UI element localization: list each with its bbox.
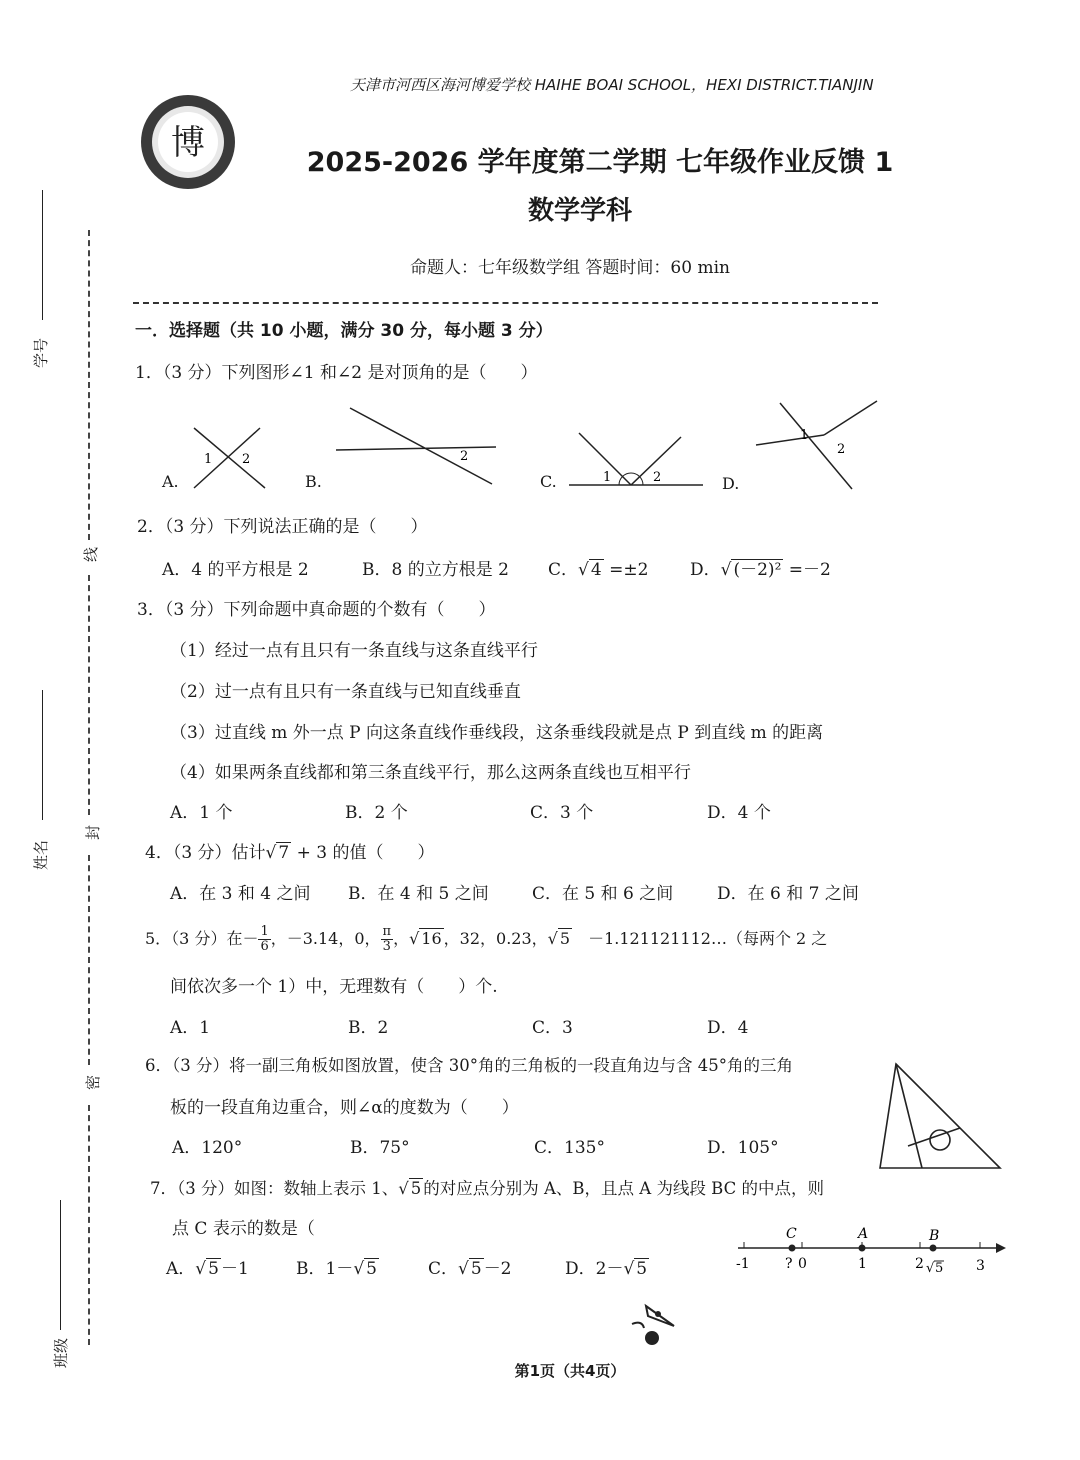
- q3-option-d: D．4 个: [707, 803, 771, 823]
- q3-item-1: （1）经过一点有且只有一条直线与这条直线平行: [170, 641, 538, 661]
- q4-option-d: D．在 6 和 7 之间: [717, 884, 859, 904]
- exam-title: 2025-2026 学年度第二学期 七年级作业反馈 1: [306, 147, 894, 178]
- q7-stem: 7．（3 分）如图：数轴上表示 1、√ 5 的对应点分别为 A、B，且点 A 为线段 BC 的中点，则: [150, 1179, 824, 1198]
- q3-item-2: （2）过一点有且只有一条直线与已知直线垂直: [170, 682, 521, 702]
- tick-sqrt5: 5: [935, 1261, 944, 1276]
- q7-stem-line2: 点 C 表示的数是（: [172, 1219, 315, 1239]
- q1-option-c: C.: [540, 472, 557, 491]
- q5-option-c: C．3: [532, 1018, 573, 1038]
- svg-text:1: 1: [800, 428, 809, 443]
- q2-option-a: A．4 的平方根是 2: [162, 560, 309, 580]
- q2-option-c: C．√ 4 =±2: [548, 560, 649, 580]
- class-label: 班级: [52, 1337, 70, 1368]
- q4-option-b: B．在 4 和 5 之间: [348, 884, 489, 904]
- tick-question: ?: [785, 1256, 793, 1272]
- q6-triangle-figure: [876, 1058, 1006, 1173]
- q6-option-a: A．120°: [172, 1138, 243, 1158]
- student-id-line: [42, 190, 43, 320]
- binding-dash-1: [88, 230, 90, 540]
- q6-stem-line2: 板的一段直角边重合，则∠α的度数为（ ）: [170, 1098, 519, 1118]
- q1-option-b: B.: [305, 472, 322, 491]
- name-line: [42, 690, 43, 820]
- q5-option-d: D．4: [707, 1018, 749, 1038]
- svg-text:2: 2: [837, 442, 846, 457]
- q4-option-a: A．在 3 和 4 之间: [170, 884, 311, 904]
- logo-character: 博: [171, 123, 205, 163]
- q5-stem: 5．（3 分）在－ $\frac{1}{6}$ ，－3.14，0， $\frac{\pi}{3}$ ，√ 16 ，32，0.23，√ 5 －1.121121112…（每两个 2 之: [145, 924, 828, 954]
- svg-text:2: 2: [242, 452, 251, 467]
- number-line-arrow: [996, 1243, 1006, 1253]
- tick-sqrt5-sign: √: [926, 1261, 935, 1276]
- point-b-label: B: [929, 1228, 940, 1244]
- q1-figure-d: [752, 395, 882, 495]
- binding-dash-4: [88, 1105, 90, 1345]
- q2-option-d: D．√ (－2)² =－2: [690, 560, 831, 580]
- q1-figure-c: [565, 425, 710, 493]
- name-label: 姓名: [32, 839, 50, 870]
- svg-text:2: 2: [460, 449, 469, 464]
- q6-stem: 6．（3 分）将一副三角板如图放置，使含 30°角的三角板的一段直角边与含 45°角的三角: [145, 1056, 793, 1075]
- svg-text:1: 1: [204, 452, 213, 467]
- point-c-label: C: [786, 1226, 797, 1242]
- q3-item-4: （4）如果两条直线都和第三条直线平行，那么这两条直线也互相平行: [170, 763, 691, 783]
- tick-2: 2: [915, 1256, 924, 1272]
- handwritten-scribble: [628, 1298, 680, 1350]
- q1-option-d: D.: [722, 474, 740, 493]
- q6-option-c: C．135°: [534, 1138, 605, 1158]
- q2-stem: 2．（3 分）下列说法正确的是（ ）: [137, 517, 428, 537]
- q7-option-c: C．√ 5 －2: [428, 1259, 512, 1279]
- exam-meta: 命题人：七年级数学组 答题时间：60 min: [410, 258, 730, 278]
- svg-text:1: 1: [603, 470, 612, 485]
- point-a-label: A: [858, 1226, 869, 1242]
- svg-text:2: 2: [653, 470, 662, 485]
- q3-option-c: C．3 个: [530, 803, 594, 823]
- subject-title: 数学学科: [527, 196, 632, 226]
- binding-line-label: 线: [82, 546, 100, 562]
- class-line: [60, 1200, 61, 1330]
- q5-option-a: A．1: [170, 1018, 211, 1038]
- q3-option-a: A．1 个: [170, 803, 233, 823]
- q6-option-b: B．75°: [350, 1138, 410, 1158]
- q7-option-d: D．2－√ 5: [565, 1259, 648, 1279]
- school-name: 天津市河西区海河博爱学校 HAIHE BOAI SCHOOL，HEXI DISTRICT.TIANJIN: [350, 76, 874, 94]
- q1-figure-b: [330, 400, 505, 490]
- tick-0: 0: [798, 1256, 807, 1272]
- q7-number-line: [730, 1220, 1010, 1282]
- section-heading: 一．选择题（共 10 小题，满分 30 分，每小题 3 分）: [135, 321, 553, 341]
- binding-dash-2: [88, 575, 90, 815]
- q4-stem: 4．（3 分）估计√ 7 + 3 的值（ ）: [145, 843, 435, 863]
- q3-stem: 3．（3 分）下列命题中真命题的个数有（ ）: [137, 600, 496, 620]
- binding-secret-label: 密: [84, 1074, 102, 1090]
- q2-option-b: B．8 的立方根是 2: [362, 560, 509, 580]
- point-a: [859, 1245, 866, 1252]
- tick-minus-1: -1: [736, 1256, 750, 1272]
- q1-stem: 1．（3 分）下列图形∠1 和∠2 是对顶角的是（ ）: [135, 363, 538, 383]
- q1-figure-a: [180, 418, 280, 498]
- binding-dash-3: [88, 855, 90, 1065]
- q6-option-d: D．105°: [707, 1138, 779, 1158]
- tick-3: 3: [976, 1258, 985, 1274]
- q1-option-a: A.: [162, 472, 179, 491]
- student-id-label: 学号: [32, 337, 50, 368]
- q5-option-b: B．2: [348, 1018, 389, 1038]
- q3-item-3: （3）过直线 m 外一点 P 向这条直线作垂线段，这条垂线段就是点 P 到直线 m 的距离: [170, 723, 824, 743]
- q7-option-a: A．√ 5 －1: [166, 1259, 249, 1279]
- header-divider: [133, 302, 878, 304]
- q4-option-c: C．在 5 和 6 之间: [532, 884, 674, 904]
- point-c: [789, 1245, 796, 1252]
- page-number: 第1页（共4页）: [514, 1362, 626, 1380]
- tick-1: 1: [858, 1256, 867, 1272]
- q3-option-b: B．2 个: [345, 803, 408, 823]
- binding-seal-label: 封: [84, 824, 102, 840]
- q5-stem-line2: 间依次多一个 1）中，无理数有（ ）个.: [170, 977, 498, 997]
- point-b: [930, 1245, 937, 1252]
- q7-option-b: B．1－√ 5: [296, 1259, 377, 1279]
